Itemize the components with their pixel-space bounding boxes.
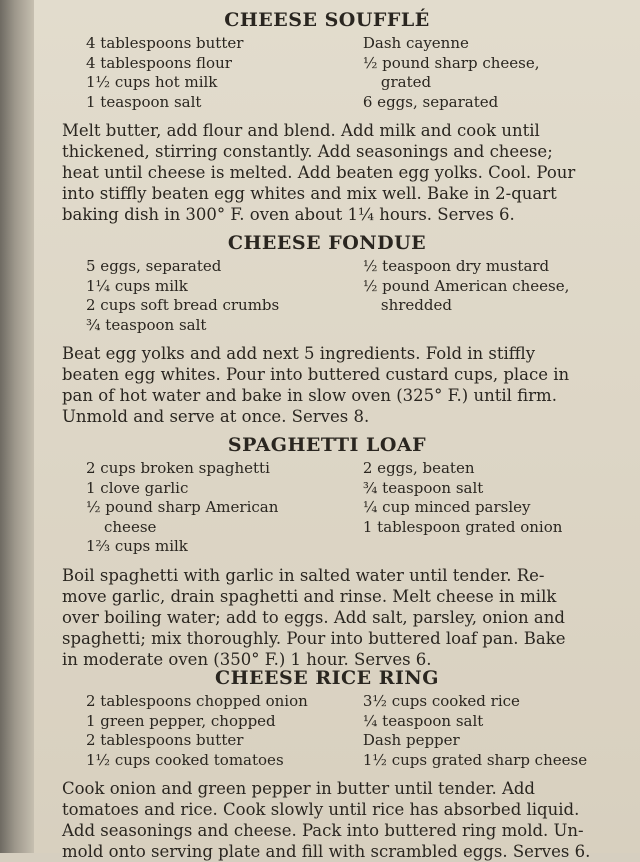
ingredient: Dash cayenne [362, 34, 469, 52]
method-line: baking dish in 300° F. oven about 1¼ hours. Serves 6. [62, 205, 515, 224]
method-line: Unmold and serve at once. Serves 8. [62, 407, 370, 426]
page-gutter-shadow [0, 0, 34, 853]
ingredient: 5 eggs, separated [86, 257, 222, 275]
recipe-cheese-souffle [62, 8, 592, 225]
recipe-title: CHEESE SOUFFLÉ [224, 9, 430, 31]
ingredient: 4 tablespoons butter [86, 34, 244, 52]
ingredient: 1½ cups grated sharp cheese [362, 750, 588, 769]
ingredient: 1½ cups cooked tomatoes [86, 750, 284, 769]
ingredient: 1 teaspoon salt [86, 92, 202, 111]
ingredient: 3½ cups cooked rice [362, 692, 520, 710]
method-line: mold onto serving plate and fill with scrambled eggs. Serves 6. [62, 842, 591, 861]
method-line: heat until cheese is melted. Add beaten egg yolks. Cool. Pour [62, 163, 576, 182]
ingredient: 1½ cups hot milk [86, 73, 218, 91]
ingredient: 1 tablespoon grated onion [362, 517, 563, 536]
ingredient: 1 green pepper, chopped [86, 711, 276, 730]
method-line: over boiling water; add to eggs. Add salt, parsley, onion and [62, 607, 565, 627]
recipe-method [62, 778, 592, 862]
method-line: move garlic, drain spaghetti and rinse. Melt cheese in milk [62, 586, 557, 606]
recipe-cheese-rice-ring [62, 666, 592, 862]
method-line: in moderate oven (350° F.) 1 hour. Serves 6. [62, 649, 432, 669]
ingredient: ¾ teaspoon salt [86, 315, 207, 334]
ingredient: ¼ cup minced parsley [362, 498, 531, 516]
ingredient: cheese [104, 517, 157, 536]
ingredient: 1⅔ cups milk [86, 537, 188, 555]
ingredient: 6 eggs, separated [362, 92, 499, 111]
recipe-method [62, 565, 592, 670]
ingredient-list [62, 34, 592, 112]
ingredient: 4 tablespoons flour [86, 53, 232, 72]
method-line: beaten egg whites. Pour into buttered custard cups, place in [62, 365, 570, 384]
ingredient: ½ pound sharp American [86, 498, 279, 516]
method-line: Boil spaghetti with garlic in salted water until tender. Re- [62, 565, 545, 585]
recipe-method [62, 120, 592, 225]
method-line: pan of hot water and bake in slow oven (325° F.) until firm. [62, 386, 557, 405]
method-line: Melt butter, add flour and blend. Add milk and cook until [62, 121, 540, 140]
ingredient: ½ pound American cheese, [362, 276, 570, 295]
method-line: tomatoes and rice. Cook slowly until rice has absorbed liquid. [62, 800, 580, 819]
ingredient: grated [380, 73, 432, 91]
ingredient-list [62, 257, 592, 335]
ingredient: Dash pepper [362, 731, 460, 749]
ingredient: ¾ teaspoon salt [362, 478, 484, 497]
ingredient: 2 tablespoons chopped onion [86, 692, 308, 710]
method-line: thickened, stirring constantly. Add seasonings and cheese; [62, 142, 553, 161]
recipe-title: CHEESE FONDUE [227, 232, 427, 254]
recipe-spaghetti-loaf [62, 433, 592, 670]
ingredient: ½ pound sharp cheese, [362, 53, 540, 72]
recipe-method [62, 343, 592, 427]
recipe-title: CHEESE RICE RING [214, 667, 440, 689]
ingredient-list [62, 459, 592, 557]
method-line: Add seasonings and cheese. Pack into buttered ring mold. Un- [62, 821, 584, 840]
ingredient-list [62, 692, 592, 770]
ingredient: ½ teaspoon dry mustard [362, 257, 550, 275]
ingredient: 2 eggs, beaten [362, 459, 475, 477]
ingredient: 1 clove garlic [86, 478, 189, 497]
recipe-cheese-fondue [62, 231, 592, 427]
ingredient: 2 tablespoons butter [86, 731, 244, 749]
ingredient: ¼ teaspoon salt [362, 711, 484, 730]
method-line: Beat egg yolks and add next 5 ingredients. Fold in stiffly [62, 344, 536, 363]
method-line: Cook onion and green pepper in butter until tender. Add [62, 779, 535, 798]
recipe-title: SPAGHETTI LOAF [227, 434, 427, 456]
ingredient: 1¼ cups milk [86, 276, 188, 295]
ingredient: 2 cups broken spaghetti [86, 459, 270, 477]
method-line: into stiffly beaten egg whites and mix well. Bake in 2-quart [62, 184, 557, 203]
ingredient: shredded [380, 296, 452, 314]
ingredient: 2 cups soft bread crumbs [86, 296, 280, 314]
method-line: spaghetti; mix thoroughly. Pour into buttered loaf pan. Bake [62, 628, 566, 648]
